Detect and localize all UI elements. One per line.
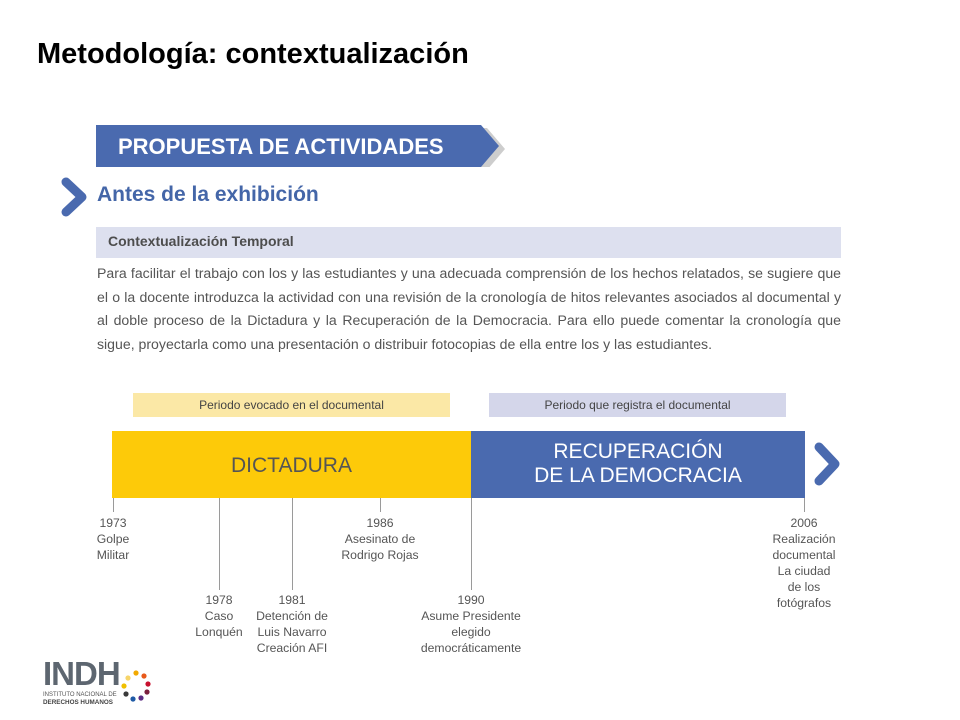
body-paragraph: Para facilitar el trabajo con los y las estudiantes y una adecuada comprensión de los hechos relatados, se sugiere que el o la docente introduzca la actividad con una revisión de la cronología de hitos relevantes asociados al documental y al doble proceso de la Dictadura y la Recuperación de la Democracia. Para ello puede comentar la cronología que sigue, proyectarla como una presentación o distribuir fotocopias de ella entre los y las estudiantes.: [97, 265, 841, 352]
event-1990: [411, 592, 531, 656]
event-2006-line4: de los: [787, 580, 821, 594]
tick-1990: [471, 498, 472, 590]
event-1978-line2: Lonquén: [195, 625, 243, 639]
event-1981-line2: Luis Navarro: [257, 625, 327, 639]
tick-1973: [113, 498, 114, 512]
event-1981-year: 1981: [278, 593, 306, 607]
event-1973-line2: Militar: [96, 548, 130, 562]
tick-2006: [804, 498, 805, 512]
event-1990-line3: democráticamente: [420, 641, 522, 655]
event-1990-line2: elegido: [451, 625, 491, 639]
dictadura-label: DICTADURA: [231, 454, 352, 477]
slide-title: Metodología: contextualización: [37, 38, 469, 70]
tick-1981: [292, 498, 293, 590]
event-1973: [58, 515, 168, 563]
dictadura-bar: [112, 431, 471, 498]
logo-dots-icon: [120, 670, 152, 702]
event-1986-line1: Asesinato de: [344, 532, 416, 546]
event-1990-line1: Asume Presidente: [421, 609, 521, 623]
tick-1986: [380, 498, 381, 512]
timeline-arrow-icon: [811, 440, 845, 493]
section-heading: Antes de la exhibición: [97, 183, 319, 206]
event-2006: [764, 515, 844, 611]
event-1981-line1: Detención de: [256, 609, 328, 623]
period-evoked-label: Periodo evocado en el documental: [133, 393, 450, 417]
event-1986-line2: Rodrigo Rojas: [341, 548, 419, 562]
event-1986: [325, 515, 435, 563]
recuperacion-bar: [471, 431, 805, 498]
logo-subtitle-line2: DERECHOS HUMANOS: [43, 699, 113, 706]
event-1981-line3: Creación AFI: [256, 641, 328, 655]
event-2006-line1: Realización: [772, 532, 836, 546]
chevron-right-icon: [60, 176, 90, 223]
event-1990-year: 1990: [457, 593, 485, 607]
event-2006-line2: documental: [772, 548, 836, 562]
recuperacion-label-line2: DE LA DEMOCRACIA: [534, 464, 742, 487]
event-1973-year: 1973: [99, 516, 127, 530]
logo-text: INDH: [43, 655, 120, 692]
recuperacion-label-line1: RECUPERACIÓN: [553, 440, 723, 463]
event-2006-line3: La ciudad: [777, 564, 831, 578]
event-2006-line5: fotógrafos: [776, 596, 832, 610]
event-2006-year: 2006: [790, 516, 818, 530]
period-recorded-label: Periodo que registra el documental: [489, 393, 786, 417]
tick-1978: [219, 498, 220, 590]
event-1978-year: 1978: [205, 593, 233, 607]
subsection-header: [96, 227, 841, 258]
logo-subtitle-line1: INSTITUTO NACIONAL DE: [43, 692, 117, 698]
banner-text: PROPUESTA DE ACTIVIDADES: [118, 134, 444, 159]
activities-banner: [96, 125, 506, 167]
event-1978-line1: Caso: [204, 609, 234, 623]
subsection-label: Contextualización Temporal: [108, 233, 294, 249]
event-1981: [237, 592, 347, 656]
indh-logo: [40, 655, 160, 708]
event-1973-line1: Golpe: [96, 532, 130, 546]
event-1986-year: 1986: [366, 516, 394, 530]
